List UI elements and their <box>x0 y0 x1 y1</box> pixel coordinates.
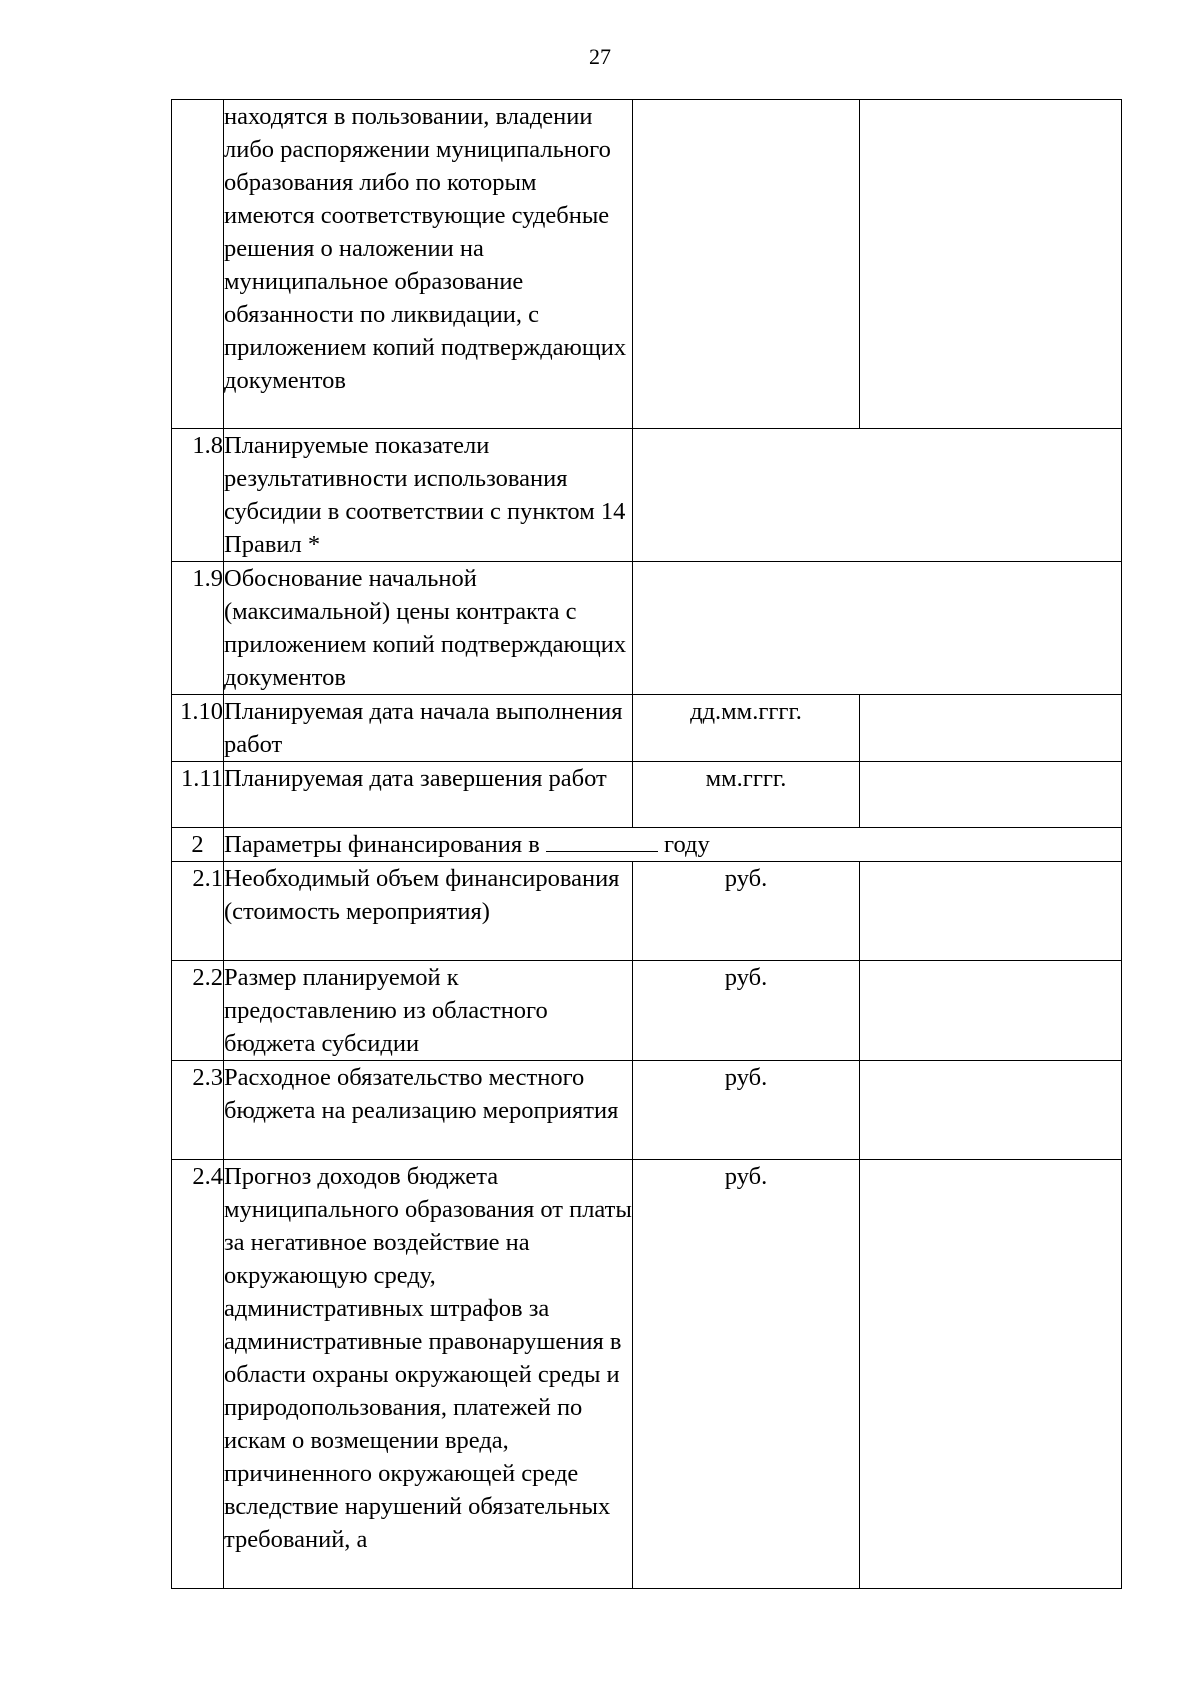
row-name: Необходимый объем финансирования (стоимость мероприятия) <box>224 862 633 961</box>
row-value-cell[interactable] <box>633 562 1122 695</box>
section-title-after: году <box>664 831 710 858</box>
section-title <box>224 828 1122 862</box>
row-number: 2.4 <box>172 1160 224 1589</box>
table-row <box>172 562 1122 695</box>
row-value-cell[interactable] <box>860 1160 1122 1589</box>
row-unit: руб. <box>633 862 860 961</box>
row-name: Расходное обязательство местного бюджета на реализацию мероприятия <box>224 1061 633 1160</box>
row-name: находятся в пользовании, владении либо распоряжении муниципального образования либо по которым имеются соответствующие судебные решения о наложении на муниципальное образование обязанности по ликвидации, с приложением копий подтверждающих документов <box>224 100 633 429</box>
table-row-section <box>172 828 1122 862</box>
row-number: 1.11 <box>172 762 224 828</box>
row-name: Планируемая дата начала выполнения работ <box>224 695 633 762</box>
row-unit: руб. <box>633 1160 860 1589</box>
row-number: 2.1 <box>172 862 224 961</box>
row-name: Планируемые показатели результативности использования субсидии в соответствии с пунктом 14 Правил * <box>224 429 633 562</box>
row-value-cell[interactable] <box>860 100 1122 429</box>
table-row <box>172 961 1122 1061</box>
row-number: 1.8 <box>172 429 224 562</box>
application-form-table <box>171 99 1122 1589</box>
row-number <box>172 100 224 429</box>
row-value-cell[interactable] <box>860 762 1122 828</box>
year-blank-field[interactable] <box>546 829 658 852</box>
row-unit <box>633 100 860 429</box>
row-name: Планируемая дата завершения работ <box>224 762 633 828</box>
table-row <box>172 1160 1122 1589</box>
row-number: 1.9 <box>172 562 224 695</box>
row-number: 2.3 <box>172 1061 224 1160</box>
row-name: Размер планируемой к предоставлению из областного бюджета субсидии <box>224 961 633 1061</box>
page-number: 27 <box>589 44 611 69</box>
row-name: Обоснование начальной (максимальной) цены контракта с приложением копий подтверждающих документов <box>224 562 633 695</box>
row-value-cell[interactable] <box>860 1061 1122 1160</box>
row-value-cell[interactable] <box>860 961 1122 1061</box>
table-row <box>172 429 1122 562</box>
row-unit: дд.мм.гггг. <box>633 695 860 762</box>
row-unit: руб. <box>633 1061 860 1160</box>
table-row <box>172 1061 1122 1160</box>
row-number: 2.2 <box>172 961 224 1061</box>
table-row <box>172 762 1122 828</box>
row-value-cell[interactable] <box>860 862 1122 961</box>
row-unit: руб. <box>633 961 860 1061</box>
row-value-cell[interactable] <box>633 429 1122 562</box>
table-row <box>172 862 1122 961</box>
row-name: Прогноз доходов бюджета муниципального образования от платы за негативное воздействие на окружающую среду, административных штрафов за административные правонарушения в области охраны окружающей среды и природопользования, платежей по искам о возмещении вреда, причиненного окружающей среде вследствие нарушений обязательных требований, а <box>224 1160 633 1589</box>
row-value-cell[interactable] <box>860 695 1122 762</box>
table-row <box>172 100 1122 429</box>
table-row <box>172 695 1122 762</box>
row-number: 2 <box>172 828 224 862</box>
row-unit: мм.гггг. <box>633 762 860 828</box>
section-title-before: Параметры финансирования в <box>224 831 540 858</box>
row-number: 1.10 <box>172 695 224 762</box>
